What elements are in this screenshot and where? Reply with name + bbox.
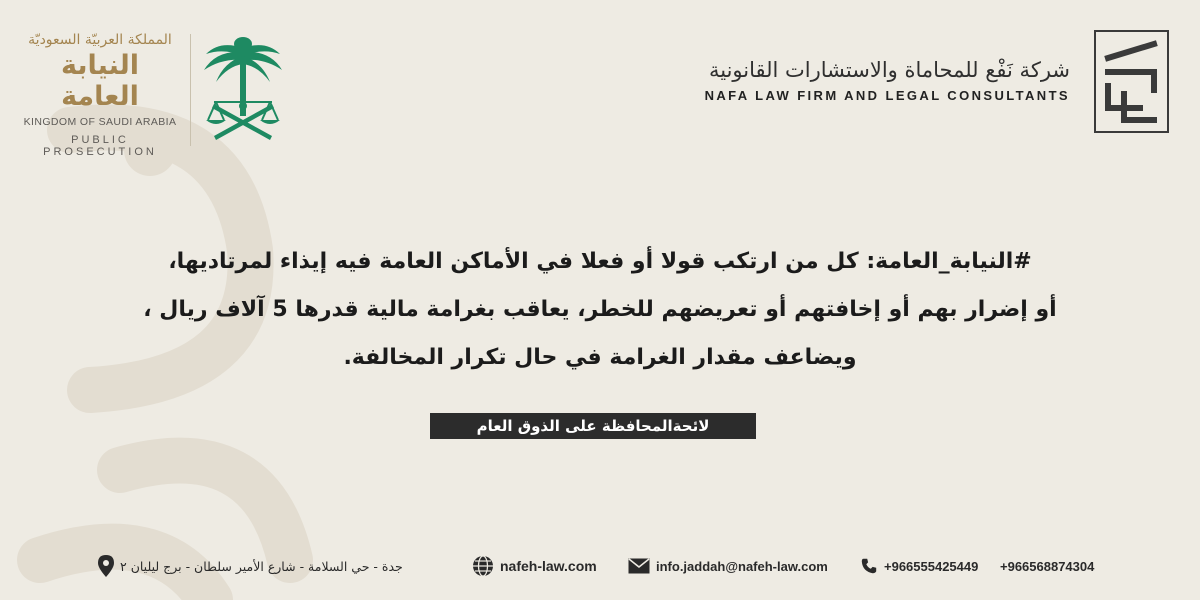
mail-icon [628,558,650,574]
phone-2-text: +966568874304 [1000,558,1095,574]
phone-number-2[interactable] [1000,550,1094,582]
regulation-tag: لائحةالمحافظة على الذوق العام [430,413,756,439]
contact-footer [0,550,1200,586]
public-prosecution-logo [20,30,180,158]
kingdom-english-label: KINGDOM OF SAUDI ARABIA [23,116,177,128]
header-divider [190,34,191,146]
prosecution-arabic-title: النيابة العامة [60,50,140,112]
address-text: جدة - حي السلامة - شارع الأمير سلطان - برج ليليان ٢ [120,558,403,574]
location-pin-icon [98,555,114,577]
email-text: info.jaddah@nafeh-law.com [656,558,828,574]
email-link[interactable] [628,550,828,582]
phone-number-1[interactable] [860,550,978,582]
phone-1-text: +966555425449 [884,558,979,574]
palm-swords-scales-emblem-icon [200,32,286,150]
prosecution-english-title: PUBLIC PROSECUTION [43,134,157,158]
statement-line-3: ويضاعف مقدار الغرامة في حال تكرار المخالفة. [343,345,857,370]
address [98,550,403,582]
globe-icon [472,555,494,577]
website-link[interactable] [472,550,597,582]
statement-line-2: أو إضرار بهم أو إخافتهم أو تعريضهم للخطر، يعاقب بغرامة مالية قدرها 5 آلاف ريال ، [143,297,1057,322]
phone-icon [860,557,878,575]
nafa-firm-logo-icon [1094,30,1169,133]
firm-arabic-name: شركة نَفْع للمحاماة والاستشارات القانونية [708,58,1070,82]
firm-english-name: NAFA LAW FIRM AND LEGAL CONSULTANTS [704,88,1070,103]
website-text: nafeh-law.com [500,558,597,574]
kingdom-arabic-label: المملكة العربيّة السعوديّة [28,32,172,48]
statement-line-1: #النيابة_العامة: كل من ارتكب قولا أو فعلا في الأماكن العامة فيه إيذاء لمرتاديها، [168,249,1032,274]
prosecution-statement [80,238,1120,382]
